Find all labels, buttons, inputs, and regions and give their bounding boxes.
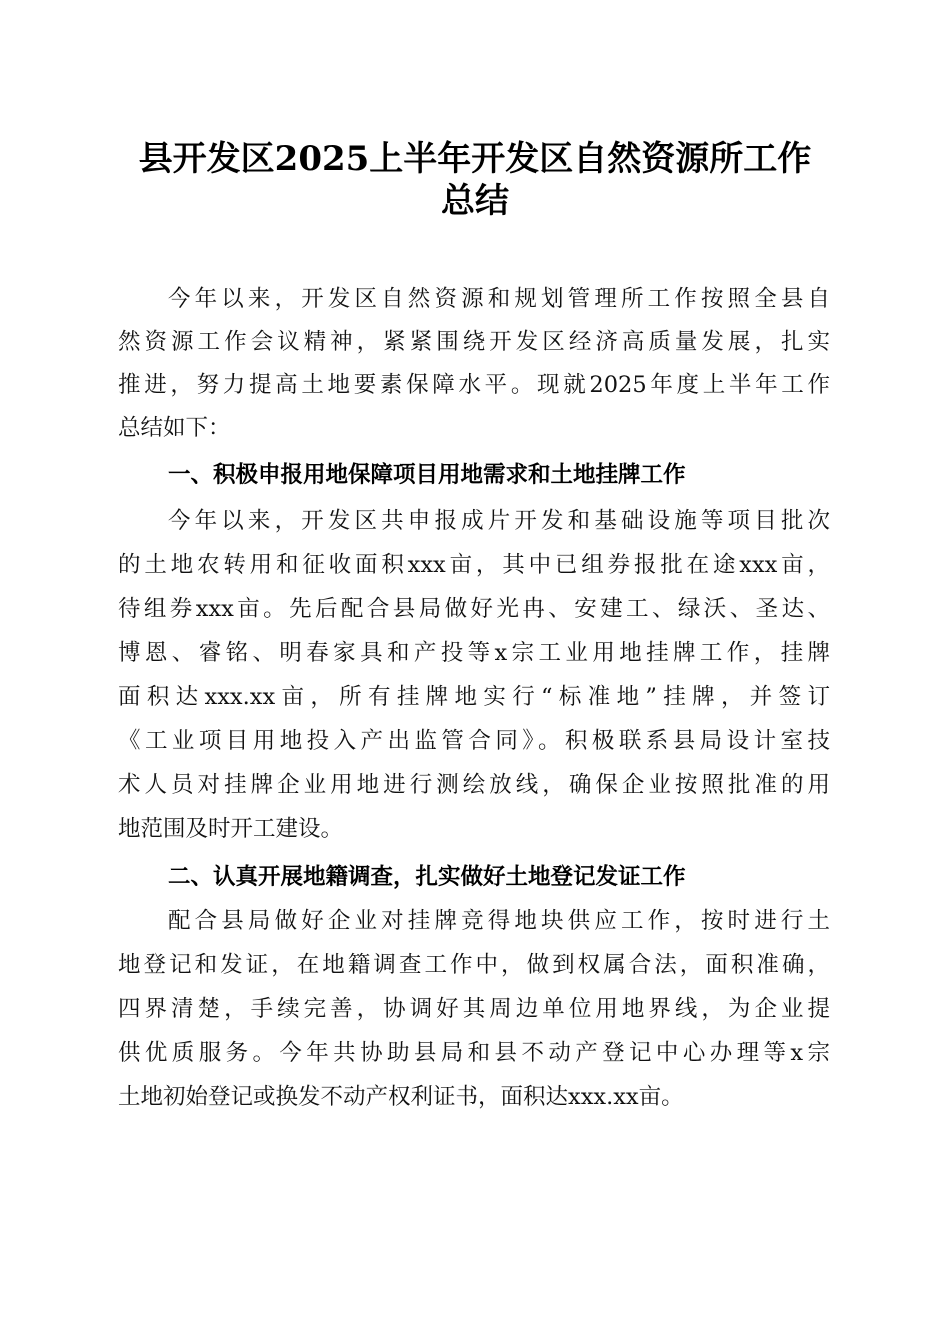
section-2-line: 地登记和发证，在地籍调查工作中，做到权属合法，面积准确， xyxy=(118,952,830,978)
section-1-heading: 一、积极申报用地保障项目用地需求和土地挂牌工作 xyxy=(168,462,686,488)
section-1-line: 术人员对挂牌企业用地进行测绘放线，确保企业按照批准的用 xyxy=(118,772,830,798)
section-1-line: 面积达xxx.xx亩，所有挂牌地实行“标准地”挂牌，并签订 xyxy=(118,684,830,710)
section-1-line: 的土地农转用和征收面积xxx亩，其中已组券报批在途xxx亩， xyxy=(118,552,830,578)
section-2-line: 供优质服务。今年共协助县局和县不动产登记中心办理等x宗 xyxy=(118,1040,830,1066)
intro-line: 今年以来，开发区自然资源和规划管理所工作按照全县自 xyxy=(168,286,830,312)
section-2-line: 配合县局做好企业对挂牌竞得地块供应工作，按时进行土 xyxy=(168,908,830,934)
intro-line: 推进，努力提高土地要素保障水平。现就2025年度上半年工作 xyxy=(118,372,830,398)
section-1-line: 待组券xxx亩。先后配合县局做好光冉、安建工、绿沃、圣达、 xyxy=(118,596,830,622)
section-2-line: 四界清楚，手续完善，协调好其周边单位用地界线，为企业提 xyxy=(118,996,830,1022)
section-1-line: 今年以来，开发区共申报成片开发和基础设施等项目批次 xyxy=(168,508,830,534)
intro-line: 然资源工作会议精神，紧紧围绕开发区经济高质量发展，扎实 xyxy=(118,329,830,355)
title-line-2: 总结 xyxy=(441,181,509,221)
title-line-1: 县开发区2025上半年开发区自然资源所工作 xyxy=(138,139,812,179)
section-2-heading: 二、认真开展地籍调查，扎实做好土地登记发证工作 xyxy=(168,864,686,890)
section-1-line: 《工业项目用地投入产出监管合同》。积极联系县局设计室技 xyxy=(118,728,830,754)
document-title xyxy=(90,138,860,222)
section-1-line: 博恩、睿铭、明春家具和产投等x宗工业用地挂牌工作，挂牌 xyxy=(118,640,830,666)
section-1-line: 地范围及时开工建设。 xyxy=(118,816,344,842)
intro-line: 总结如下： xyxy=(118,415,231,441)
section-2-line: 土地初始登记或换发不动产权利证书，面积达xxx.xx亩。 xyxy=(118,1084,684,1110)
